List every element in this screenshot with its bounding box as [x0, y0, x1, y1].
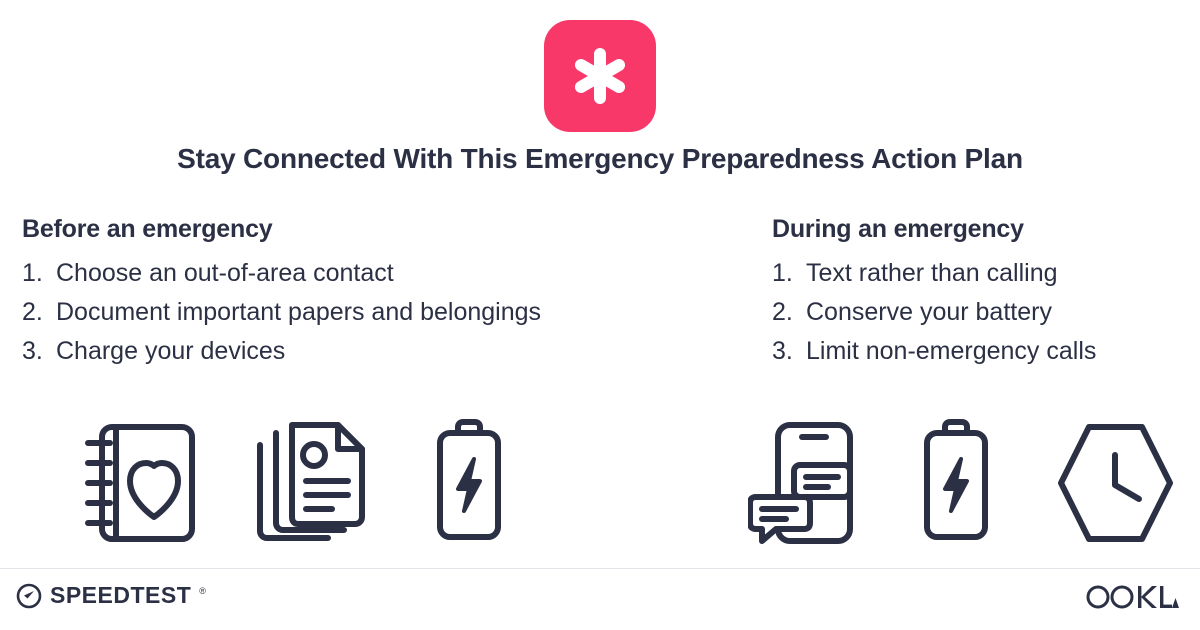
list-item-label: Charge your devices [56, 337, 286, 365]
icon-battery-charge-box-left [424, 418, 514, 548]
list-item-number: 3. [22, 337, 43, 365]
list-item-number: 1. [772, 259, 793, 287]
icon-battery-charge-box-right [910, 418, 1001, 548]
page-title: Stay Connected With This Emergency Preparedness Action Plan [177, 143, 1023, 174]
speedtest-wordmark: SPEEDTEST [50, 582, 192, 608]
clock-hexagon-icon [1053, 419, 1178, 547]
list-item-number: 2. [772, 298, 793, 326]
list-item [22, 332, 750, 371]
icon-row-during [748, 418, 1178, 548]
list-item-label: Document important papers and belongings [56, 298, 542, 326]
list-item [772, 293, 1200, 332]
list-item [22, 293, 750, 332]
icon-notebook-heart-box [80, 418, 200, 548]
documents-stack-icon [252, 419, 372, 547]
list-item-label: Conserve your battery [806, 298, 1052, 326]
ookla-brand [1086, 584, 1182, 610]
list-item-number: 1. [22, 259, 43, 287]
column-heading-during: During an emergency [772, 215, 1024, 243]
list-item-number: 2. [22, 298, 43, 326]
badge-container [0, 20, 1200, 132]
battery-charge-icon [911, 419, 1001, 547]
speedtest-trademark: ® [199, 586, 206, 596]
speedtest-brand [16, 582, 206, 609]
emergency-badge [544, 20, 656, 132]
list-item [772, 254, 1200, 293]
list-item [772, 332, 1200, 371]
speedtest-gauge-icon [16, 583, 42, 609]
column-during-emergency [750, 215, 1200, 371]
list-item [22, 254, 750, 293]
steps-list-before [22, 254, 750, 371]
asterisk-icon [569, 45, 631, 107]
notebook-heart-icon [80, 419, 200, 547]
icon-documents-stack-box [252, 418, 372, 548]
icon-phone-message-box [748, 418, 858, 548]
icon-row-before [80, 418, 510, 548]
ookla-mark-icon [1086, 584, 1182, 610]
steps-list-during [772, 254, 1200, 371]
phone-message-icon [748, 419, 858, 547]
list-item-label: Choose an out-of-area contact [56, 259, 394, 287]
list-item-number: 3. [772, 337, 793, 365]
columns-container [0, 215, 1200, 371]
footer-divider [0, 568, 1200, 569]
column-before-emergency [0, 215, 750, 371]
column-heading-before: Before an emergency [22, 215, 273, 243]
list-item-label: Text rather than calling [806, 259, 1058, 287]
icon-clock-hexagon-box [1053, 418, 1178, 548]
battery-charge-icon [424, 419, 514, 547]
list-item-label: Limit non-emergency calls [806, 337, 1097, 365]
footer [0, 568, 1200, 630]
